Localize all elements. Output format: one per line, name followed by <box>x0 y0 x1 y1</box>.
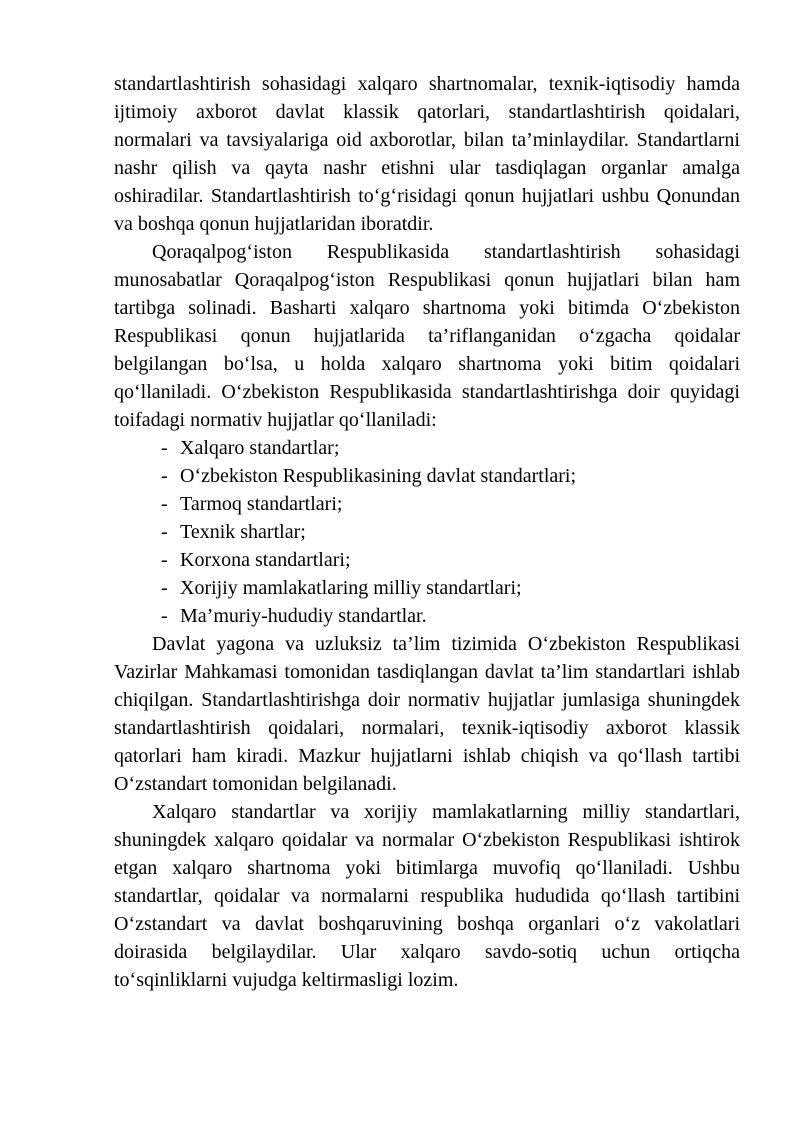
list-marker: - <box>161 437 168 459</box>
document-page <box>114 70 740 994</box>
list-marker: - <box>161 605 168 627</box>
list-item <box>161 462 740 490</box>
paragraph-1: standartlashtirish sohasidagi xalqaro shartnomalar, texnik-iqtisodiy hamda ijtimoiy axborot davlat klassik qatorlari, standartlashtirish qoidalari, normalari va tavsiyalariga oid axborotlar, bilan ta’minlaydilar. Standartlarni nashr qilish va qayta nashr etishni ular tasdiqlagan organlar amalga oshiradilar. Standartlashtirish to‘g‘risidagi qonun hujjatlari ushbu Qonundan va boshqa qonun hujjatlaridan iboratdir. <box>114 73 740 235</box>
list-marker: - <box>161 521 168 543</box>
list-item <box>161 546 740 574</box>
list-item-text: Ma’muriy-hududiy standartlar. <box>180 605 427 627</box>
list-item <box>161 434 740 462</box>
list-marker: - <box>161 577 168 599</box>
list-item-text: Texnik shartlar; <box>180 521 306 543</box>
list-item <box>161 518 740 546</box>
list-item-text: Xalqaro standartlar; <box>180 437 340 459</box>
list-item <box>161 602 740 630</box>
list-item <box>161 574 740 602</box>
list-item <box>161 490 740 518</box>
normative-documents-list <box>114 434 740 630</box>
paragraph-4: Xalqaro standartlar va xorijiy mamlakatlarning milliy standartlari, shuningdek xalqaro qoidalar va normalar O‘zbekiston Respublikasi ishtirok etgan xalqaro shartnoma yoki bitimlarga muvofiq qo‘llaniladi. Ushbu standartlar, qoidalar va normalarni respublika hududida qo‘llash tartibini O‘zstandart va davlat boshqaruvining boshqa organlari o‘z vakolatlari doirasida belgilaydilar. Ular xalqaro savdo-sotiq uchun ortiqcha to‘sqinliklarni vujudga keltirmasligi lozim. <box>114 801 740 991</box>
list-item-text: Tarmoq standartlari; <box>180 493 343 515</box>
list-item-text: Korxona standartlari; <box>180 549 351 571</box>
list-marker: - <box>161 493 168 515</box>
list-item-text: Xorijiy mamlakatlaring milliy standartlari; <box>180 577 522 599</box>
list-marker: - <box>161 549 168 571</box>
list-item-text: O‘zbekiston Respublikasining davlat standartlari; <box>180 465 577 487</box>
list-marker: - <box>161 465 168 487</box>
paragraph-2: Qoraqalpog‘iston Respublikasida standartlashtirish sohasidagi munosabatlar Qoraqalpog‘iston Respublikasi qonun hujjatlari bilan ham tartibga solinadi. Basharti xalqaro shartnoma yoki bitimda O‘zbekiston Respublikasi qonun hujjatlarida ta’riflanganidan o‘zgacha qoidalar belgilangan bo‘lsa, u holda xalqaro shartnoma yoki bitim qoidalari qo‘llaniladi. O‘zbekiston Respublikasida standartlashtirishga doir quyidagi toifadagi normativ hujjatlar qo‘llaniladi: <box>114 241 740 431</box>
paragraph-3: Davlat yagona va uzluksiz ta’lim tizimida O‘zbekiston Respublikasi Vazirlar Mahkamasi tomonidan tasdiqlangan davlat ta’lim standartlari ishlab chiqilgan. Standartlashtirishga doir normativ hujjatlar jumlasiga shuningdek standartlashtirish qoidalari, normalari, texnik-iqtisodiy axborot klassik qatorlari ham kiradi. Mazkur hujjatlarni ishlab chiqish va qo‘llash tartibi O‘zstandart tomonidan belgilanadi. <box>114 633 740 795</box>
